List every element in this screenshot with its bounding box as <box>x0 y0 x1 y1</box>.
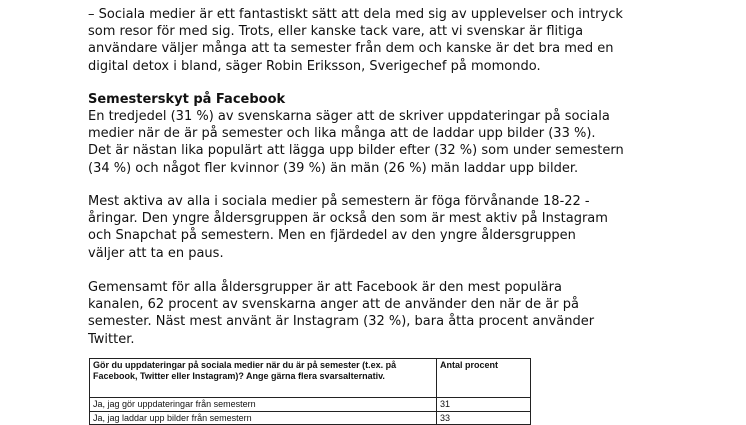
table-row-value: 33 <box>437 411 531 425</box>
table-row <box>90 411 531 425</box>
table-header-value: Antal procent <box>437 359 531 398</box>
table-row-label: Ja, jag laddar upp bilder från semestern <box>90 411 437 425</box>
section-heading: Semesterskyt på Facebook <box>88 92 286 107</box>
survey-table <box>89 358 531 425</box>
table-header-question: Gör du uppdateringar på sociala medier när du är på semester (t.ex. på Facebook, Twitter eller Instagram)? Ange gärna flera svarsalternativ. <box>90 359 437 398</box>
paragraph-age-groups: Mest aktiva av alla i sociala medier på semestern är föga förvånande 18-22 - åringar. Den yngre åldersgruppen är också den som är mest aktiv på Instagram och Snapchat på semestern. Men en fjärdedel av den yngre åldersgruppen väljer att ta en paus. <box>88 194 608 261</box>
paragraph-facebook-stats: En tredjedel (31 %) av svenskarna säger att de skriver uppdateringar på sociala medier när de är på semester och lika många att de laddar upp bilder (33 %). Det är nästan lika populärt att lägga upp bilder efter (32 %) som under semestern (34 %) och något fler kvinnor (39 %) än män (26 %) män laddar upp bilder. <box>88 109 624 176</box>
intro-paragraph: – Sociala medier är ett fantastiskt sätt att dela med sig av upplevelser och intryck som resor för med sig. Trots, eller kanske tack vare, att vi svenskar är flitiga användare väljer många att ta semester från dem och kanske är det bra med en digital detox i bland, säger Robin Eriksson, Sverigechef på momondo. <box>88 7 623 74</box>
table-row-label: Ja, jag gör uppdateringar från semestern <box>90 398 437 412</box>
table-row-value: 31 <box>437 398 531 412</box>
paragraph-platforms: Gemensamt för alla åldersgrupper är att Facebook är den mest populära kanalen, 62 procent av svenskarna anger att de använder den när de är på semester. Näst mest använt är Instagram (32 %), bara åtta procent använder Twitter. <box>88 280 595 347</box>
table-header-row <box>90 359 531 398</box>
table-row <box>90 398 531 412</box>
